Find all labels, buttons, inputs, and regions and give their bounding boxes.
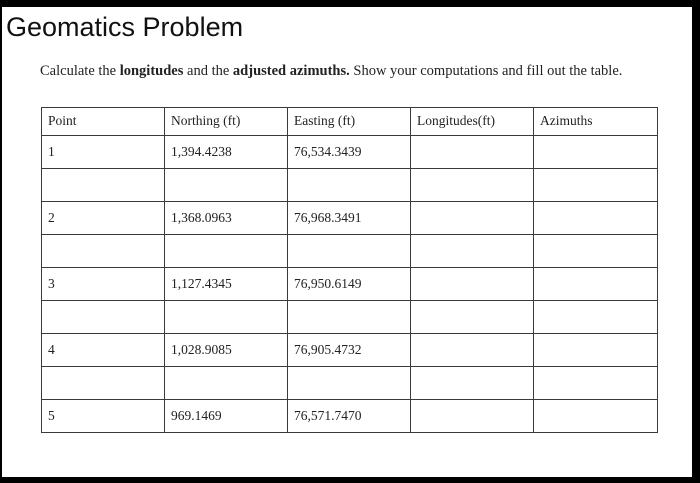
cell-azimuth[interactable]	[534, 268, 658, 301]
cell-easting: 76,905.4732	[288, 334, 411, 367]
cell-point	[42, 301, 165, 334]
cell-northing	[165, 301, 288, 334]
cell-northing: 1,028.9085	[165, 334, 288, 367]
problem-instructions	[40, 61, 670, 81]
cell-point: 4	[42, 334, 165, 367]
cell-point: 2	[42, 202, 165, 235]
header-point: Point	[42, 108, 165, 136]
instructions-text-1: Calculate the	[40, 63, 120, 79]
table-row	[42, 334, 658, 367]
cell-point	[42, 169, 165, 202]
cell-easting: 76,968.3491	[288, 202, 411, 235]
cell-longitude[interactable]	[411, 334, 534, 367]
cell-longitude[interactable]	[411, 400, 534, 433]
header-easting: Easting (ft)	[288, 108, 411, 136]
cell-northing	[165, 367, 288, 400]
cell-azimuth[interactable]	[534, 367, 658, 400]
cell-easting	[288, 169, 411, 202]
header-longitudes: Longitudes(ft)	[411, 108, 534, 136]
table-row	[42, 235, 658, 268]
table-row	[42, 367, 658, 400]
cell-easting	[288, 367, 411, 400]
table-row	[42, 202, 658, 235]
cell-northing: 1,368.0963	[165, 202, 288, 235]
traverse-table	[41, 107, 658, 433]
table-row	[42, 301, 658, 334]
cell-azimuth[interactable]	[534, 334, 658, 367]
table-row	[42, 169, 658, 202]
cell-azimuth[interactable]	[534, 301, 658, 334]
cell-longitude[interactable]	[411, 268, 534, 301]
instructions-bold-azimuths: adjusted azimuths.	[232, 63, 350, 79]
header-northing: Northing (ft)	[165, 108, 288, 136]
cell-point: 1	[42, 136, 165, 169]
instructions-text-2: and the	[183, 63, 233, 79]
cell-azimuth[interactable]	[534, 202, 658, 235]
cell-azimuth[interactable]	[534, 136, 658, 169]
cell-azimuth[interactable]	[534, 400, 658, 433]
cell-point: 3	[42, 268, 165, 301]
table-header-row	[42, 108, 658, 136]
cell-point	[42, 235, 165, 268]
cell-northing: 969.1469	[165, 400, 288, 433]
cell-easting	[288, 301, 411, 334]
cell-northing: 1,394.4238	[165, 136, 288, 169]
header-azimuths: Azimuths	[534, 108, 658, 136]
cell-easting: 76,950.6149	[288, 268, 411, 301]
cell-longitude[interactable]	[411, 136, 534, 169]
cell-easting	[288, 235, 411, 268]
table-row	[42, 400, 658, 433]
cell-longitude[interactable]	[411, 301, 534, 334]
cell-northing	[165, 169, 288, 202]
instructions-bold-longitudes: longitudes	[119, 63, 184, 79]
cell-longitude[interactable]	[411, 367, 534, 400]
cell-longitude[interactable]	[411, 235, 534, 268]
cell-longitude[interactable]	[411, 169, 534, 202]
cell-easting: 76,571.7470	[288, 400, 411, 433]
cell-azimuth[interactable]	[534, 235, 658, 268]
document-page	[2, 7, 692, 477]
cell-easting: 76,534.3439	[288, 136, 411, 169]
cell-point	[42, 367, 165, 400]
cell-northing	[165, 235, 288, 268]
cell-longitude[interactable]	[411, 202, 534, 235]
table-row	[42, 136, 658, 169]
cell-point: 5	[42, 400, 165, 433]
page-title: Geomatics Problem	[6, 12, 244, 42]
cell-northing: 1,127.4345	[165, 268, 288, 301]
instructions-text-3: Show your computations and fill out the table.	[349, 63, 623, 79]
cell-azimuth[interactable]	[534, 169, 658, 202]
table-row	[42, 268, 658, 301]
